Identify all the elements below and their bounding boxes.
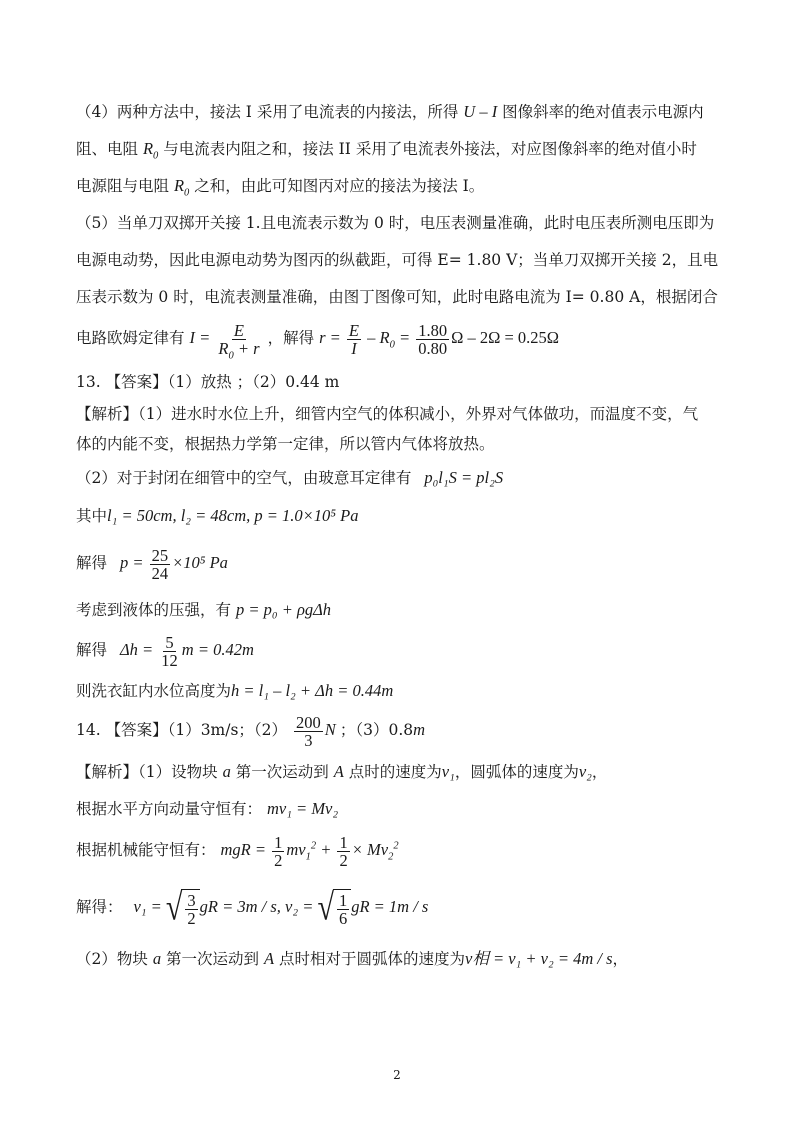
- text-line: 解得 Δh = $\frac{5}{12}$ m = 0.42m: [76, 632, 254, 670]
- text-line: 则洗衣缸内水位高度为h = l₁ – l₂ + Δh = 0.44m: [76, 681, 394, 700]
- formula: h = l₁ – l₂ + Δh = 0.44m: [231, 681, 394, 700]
- formula: p = p₀ + ρgΔh: [235, 600, 332, 619]
- text-line: 根据水平方向动量守恒有： mv₁ = Mv₂: [76, 799, 339, 818]
- formula: $R_0$: [173, 176, 190, 199]
- text-line: （2）物块 a 第一次运动到 A 点时相对于圆弧体的速度为v相 = v₁ + v₂ = 4m / s，: [76, 949, 629, 968]
- text-line: [76, 175, 484, 197]
- formula: v₁ = √ $\frac{3}{2}$ gR = 3m / s, v₂ = √ $\frac{1}{6}$ gR = 1m / s: [133, 886, 429, 929]
- text-line: （5）当单刀双掷开关接 1.且电流表示数为 0 时，电压表测量准确，此时电压表所测电压即为: [76, 214, 715, 232]
- text-line: 解得 p = $\frac{25}{24}$ ×10⁵ Pa: [76, 545, 228, 583]
- text-line: 体的内能不变，根据热力学第一定律，所以管内气体将放热。: [76, 435, 495, 453]
- formula: p = $\frac{25}{24}$ ×10⁵ Pa: [119, 545, 228, 583]
- text-line: 压表示数为 0 时，电流表测量准确，由图丁图像可知，此时电路电流为 I= 0.80 A，根据闭合: [76, 288, 718, 306]
- text-line: 【解析】（1）设物块 a 第一次运动到 A 点时的速度为v₁，圆弧体的速度为v₂，: [76, 762, 608, 781]
- text: 阻、电阻: [76, 140, 139, 158]
- text-line: 其中l₁ = 50cm, l₂ = 48cm, p = 1.0×10⁵ Pa: [76, 506, 359, 525]
- formula: p₀l₁S = pl₂S: [424, 468, 504, 487]
- text: （4）两种方法中，接法 I 采用了电流表的内接法，所得: [76, 103, 459, 121]
- formula: l₁ = 50cm, l₂ = 48cm, p = 1.0×10⁵ Pa: [107, 506, 359, 525]
- text-line: 电路欧姆定律有 I = $\frac{E}{R_0 + r}$ ，解得 r = $\frac{E}{I}$ – $R_0$ = $\frac{1.80}{0.80}$ Ω – 2Ω = 0.25Ω: [76, 320, 560, 362]
- formula: U – I: [463, 102, 498, 121]
- text-line: [76, 138, 697, 160]
- formula: mgR = $\frac{1}{2}$ $mv_1^2$ + $\frac{1}{2}$ × $Mv_2^2$: [220, 832, 399, 870]
- text-line: 根据机械能守恒有： mgR = $\frac{1}{2}$ $mv_1^2$ + $\frac{1}{2}$ × $Mv_2^2$: [76, 832, 399, 870]
- formula: $\frac{200}{3}$ N: [295, 712, 336, 750]
- text-line: 电源电动势，因此电源电动势为图丙的纵截距，可得 E= 1.80 V；当单刀双掷开关接 2，且电: [76, 251, 719, 269]
- formula: I = $\frac{E}{R_0 + r}$: [189, 320, 260, 362]
- formula: mv₁ = Mv₂: [266, 799, 339, 818]
- formula: Δh = $\frac{5}{12}$ m = 0.42m: [119, 632, 254, 670]
- text: 电源阻与电阻: [76, 177, 170, 195]
- text-line: [76, 101, 704, 123]
- text-line: 13. 【答案】（1）放热 ；（2）0.44 m: [76, 373, 340, 391]
- text: 之和，由此可知图丙对应的接法为接法 I。: [194, 177, 485, 195]
- text-line: 14. 【答案】（1）3m/s；（2） $\frac{200}{3}$ N ；（3）0.8m: [76, 712, 426, 750]
- text-line: 考虑到液体的压强，有 p = p₀ + ρgΔh: [76, 600, 332, 619]
- formula: $R_0$: [142, 139, 159, 162]
- text: 图像斜率的绝对值表示电源内: [502, 103, 704, 121]
- text-line: 【解析】（1）进水时水位上升，细管内空气的体积减小，外界对气体做功，而温度不变，气: [76, 405, 699, 423]
- page-number: 2: [393, 1068, 401, 1082]
- text: 与电流表内阻之和，接法 II 采用了电流表外接法，对应图像斜率的绝对值小时: [163, 140, 697, 158]
- text-line: （2）对于封闭在细管中的空气，由玻意耳定律有 p₀l₁S = pl₂S: [76, 468, 504, 487]
- formula: v相 = v₁ + v₂ = 4m / s: [465, 949, 613, 968]
- formula: r = $\frac{E}{I}$ – $R_0$ = $\frac{1.80}{0.80}$ Ω – 2Ω = 0.25Ω: [319, 320, 560, 358]
- text-line: 解得： v₁ = √ $\frac{3}{2}$ gR = 3m / s, v₂ = √ $\frac{1}{6}$ gR = 1m / s: [76, 886, 429, 929]
